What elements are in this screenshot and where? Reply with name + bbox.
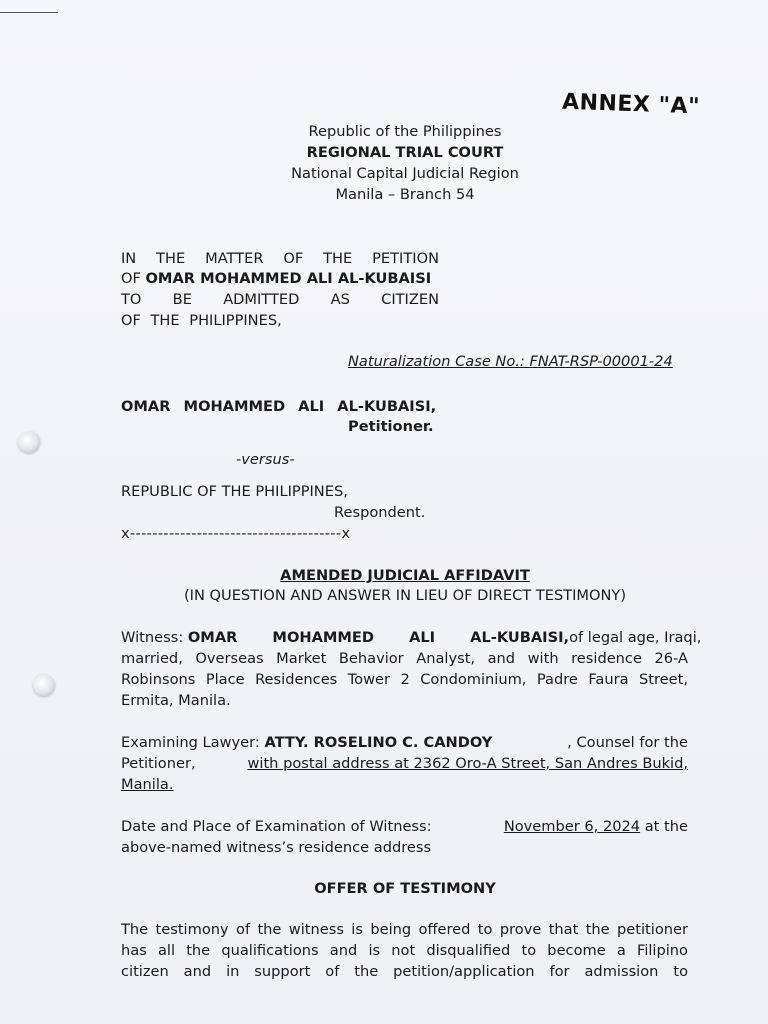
respondent-role: Respondent. xyxy=(334,504,426,521)
exam-line-2: above-named witness’s residence address xyxy=(121,839,432,856)
lawyer-line-1 xyxy=(121,733,688,753)
caption-divider: x--------------------------------------x xyxy=(121,525,351,542)
caption-petitioner-name: OMAR MOHAMMED ALI AL-KUBAISI xyxy=(145,270,432,287)
witness-line-1 xyxy=(121,628,702,648)
lawyer-line-2 xyxy=(121,754,688,774)
annex-stamp: ANNEX "A" xyxy=(561,89,701,120)
lawyer-line-3: Manila. xyxy=(121,776,174,793)
caption-line-3: TO BE ADMITTED AS CITIZEN xyxy=(121,291,439,308)
offer-line-2: has all the qualifications and is not disqualified to become a Filipino xyxy=(121,942,688,959)
exam-date: November 6, 2024 xyxy=(503,818,641,835)
header-region: National Capital Judicial Region xyxy=(291,165,519,182)
exam-line-1 xyxy=(121,817,688,837)
lawyer-address: with postal address at 2362 Oro-A Street, San Andres Bukid, xyxy=(247,755,688,772)
petitioner-role: Petitioner. xyxy=(348,418,434,435)
lawyer-role: , Counsel for the xyxy=(567,734,688,751)
offer-heading: OFFER OF TESTIMONY xyxy=(314,880,496,897)
lawyer-name: ATTY. ROSELINO C. CANDOY xyxy=(264,734,493,751)
header-court: REGIONAL TRIAL COURT xyxy=(306,144,504,161)
lawyer-label: Examining Lawyer: xyxy=(121,734,265,751)
exam-label: Date and Place of Examination of Witness: xyxy=(121,818,432,835)
page-edge-line xyxy=(0,12,58,13)
affidavit-subtitle: (IN QUESTION AND ANSWER IN LIEU OF DIRECT TESTIMONY) xyxy=(183,587,627,604)
punch-hole xyxy=(33,674,55,696)
caption-of: OF xyxy=(121,270,146,287)
case-number: Naturalization Case No.: FNAT-RSP-00001-24 xyxy=(348,353,673,370)
header-republic: Republic of the Philippines xyxy=(308,123,502,140)
petitioner-name: OMAR MOHAMMED ALI AL-KUBAISI, xyxy=(121,398,437,415)
witness-label: Witness: xyxy=(121,629,188,646)
lawyer-petitioner: Petitioner, xyxy=(121,755,196,772)
caption-line-2 xyxy=(121,269,431,289)
offer-line-3: citizen and in support of the petition/application for admission to xyxy=(121,963,688,980)
affidavit-title: AMENDED JUDICIAL AFFIDAVIT xyxy=(280,567,530,584)
witness-line-3: Robinsons Place Residences Tower 2 Condominium, Padre Faura Street, xyxy=(121,671,688,688)
punch-hole xyxy=(18,431,40,453)
witness-line-4: Ermita, Manila. xyxy=(121,692,231,709)
versus-label: -versus- xyxy=(236,451,295,468)
witness-details: of legal age, Iraqi, xyxy=(569,629,702,646)
witness-line-2: married, Overseas Market Behavior Analyst, and with residence 26-A xyxy=(121,650,688,667)
exam-at: at the xyxy=(640,818,688,835)
caption-line-4: OF THE PHILIPPINES, xyxy=(121,312,282,329)
offer-line-1: The testimony of the witness is being offered to prove that the petitioner xyxy=(121,921,688,938)
witness-name: OMAR MOHAMMED ALI AL-KUBAISI, xyxy=(187,629,570,646)
respondent-name: REPUBLIC OF THE PHILIPPINES, xyxy=(121,483,348,500)
caption-line-1: IN THE MATTER OF THE PETITION xyxy=(121,250,439,267)
header-branch: Manila – Branch 54 xyxy=(335,186,475,203)
